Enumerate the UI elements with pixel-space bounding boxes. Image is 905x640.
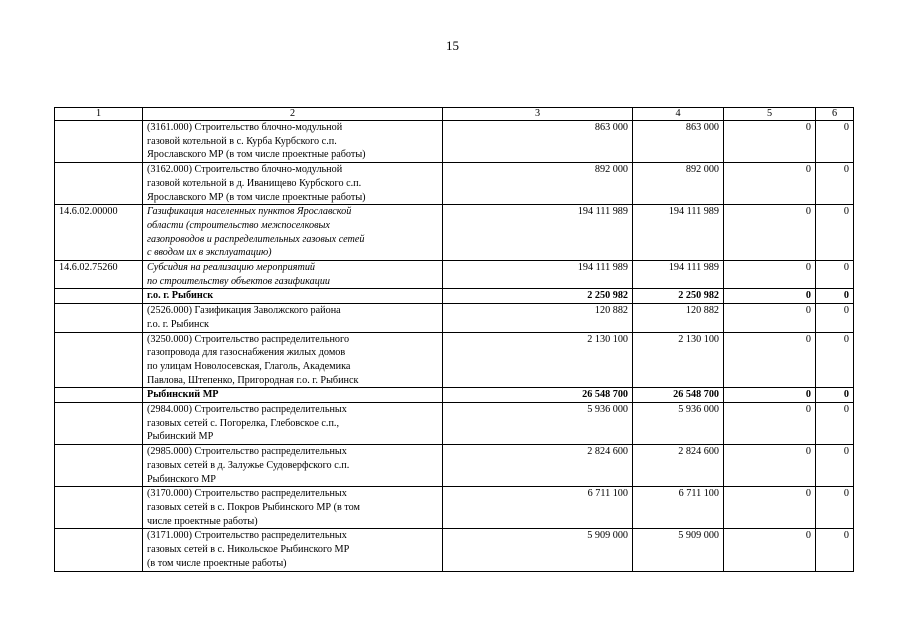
code-cell [55,445,143,487]
col4-value: 6 711 100 [633,487,724,529]
col6-value: 0 [816,332,854,388]
description-cell: (3161.000) Строительство блочно-модульной газовой котельной в с. Курба Курбского с.п. Ярославского МР (в том числе проектные работы) [143,121,443,163]
col3-value: 863 000 [443,121,633,163]
col3-value: 26 548 700 [443,388,633,403]
col5-value: 0 [724,289,816,304]
col3-value: 194 111 989 [443,205,633,261]
table-row [55,487,854,529]
col4-value: 892 000 [633,163,724,205]
col6-value: 0 [816,403,854,445]
header-row [55,108,854,121]
table-row [55,332,854,388]
table-row [55,445,854,487]
col5-value: 0 [724,388,816,403]
table-row [55,261,854,289]
code-cell [55,403,143,445]
col3-value: 6 711 100 [443,487,633,529]
col6-value: 0 [816,261,854,289]
col4-value: 863 000 [633,121,724,163]
table-row [55,403,854,445]
col5-value: 0 [724,403,816,445]
col3-value: 2 824 600 [443,445,633,487]
code-cell [55,332,143,388]
code-cell [55,487,143,529]
col4-value: 5 909 000 [633,529,724,571]
col5-value: 0 [724,121,816,163]
code-cell [55,529,143,571]
code-cell [55,304,143,332]
col5-value: 0 [724,487,816,529]
description-cell: (3250.000) Строительство распределительного газопровода для газоснабжения жилых домов по улицам Новолосевская, Глаголь, Академика Павлова, Штепенко, Пригородная г.о. г. Рыбинск [143,332,443,388]
code-cell [55,289,143,304]
table-row [55,304,854,332]
col6-value: 0 [816,445,854,487]
col5-value: 0 [724,261,816,289]
col3-value: 194 111 989 [443,261,633,289]
description-cell: Субсидия на реализацию мероприятий по строительству объектов газификации [143,261,443,289]
table-row [55,205,854,261]
col6-value: 0 [816,529,854,571]
code-cell [55,163,143,205]
col4-value: 2 130 100 [633,332,724,388]
table-row [55,529,854,571]
col6-value: 0 [816,388,854,403]
col5-value: 0 [724,529,816,571]
col3-value: 5 936 000 [443,403,633,445]
col6-value: 0 [816,163,854,205]
header-col-5: 5 [724,108,816,121]
table-row [55,388,854,403]
header-col-3: 3 [443,108,633,121]
col6-value: 0 [816,121,854,163]
col4-value: 2 824 600 [633,445,724,487]
header-col-6: 6 [816,108,854,121]
col4-value: 26 548 700 [633,388,724,403]
col4-value: 194 111 989 [633,261,724,289]
code-cell: 14.6.02.00000 [55,205,143,261]
col4-value: 120 882 [633,304,724,332]
col5-value: 0 [724,163,816,205]
description-cell: (2526.000) Газификация Заволжского района г.о. г. Рыбинск [143,304,443,332]
code-cell: 14.6.02.75260 [55,261,143,289]
col5-value: 0 [724,445,816,487]
table-row [55,121,854,163]
col3-value: 2 130 100 [443,332,633,388]
table-row [55,289,854,304]
description-cell: (3170.000) Строительство распределительных газовых сетей в с. Покров Рыбинского МР (в том числе проектные работы) [143,487,443,529]
header-col-2: 2 [143,108,443,121]
description-cell: (3171.000) Строительство распределительных газовых сетей в с. Никольское Рыбинского МР (в том числе проектные работы) [143,529,443,571]
col6-value: 0 [816,487,854,529]
description-cell: (3162.000) Строительство блочно-модульной газовой котельной в д. Иванищево Курбского с.п. Ярославского МР (в том числе проектные работы) [143,163,443,205]
col4-value: 194 111 989 [633,205,724,261]
header-col-1: 1 [55,108,143,121]
page-number: 15 [446,38,459,53]
col3-value: 892 000 [443,163,633,205]
col3-value: 120 882 [443,304,633,332]
col3-value: 2 250 982 [443,289,633,304]
budget-table [54,107,854,572]
col3-value: 5 909 000 [443,529,633,571]
col5-value: 0 [724,205,816,261]
col4-value: 5 936 000 [633,403,724,445]
description-cell: Газификация населенных пунктов Ярославской области (строительство межпоселковых газопроводов и распределительных газовых сетей с вводом их в эксплуатацию) [143,205,443,261]
header-col-4: 4 [633,108,724,121]
col5-value: 0 [724,304,816,332]
description-cell: Рыбинский МР [143,388,443,403]
description-cell: г.о. г. Рыбинск [143,289,443,304]
code-cell [55,121,143,163]
table-row [55,163,854,205]
code-cell [55,388,143,403]
description-cell: (2985.000) Строительство распределительных газовых сетей в д. Залужье Судоверфского с.п. Рыбинского МР [143,445,443,487]
col4-value: 2 250 982 [633,289,724,304]
col6-value: 0 [816,304,854,332]
description-cell: (2984.000) Строительство распределительных газовых сетей с. Погорелка, Глебовское с.п., Рыбинский МР [143,403,443,445]
col6-value: 0 [816,205,854,261]
col5-value: 0 [724,332,816,388]
col6-value: 0 [816,289,854,304]
